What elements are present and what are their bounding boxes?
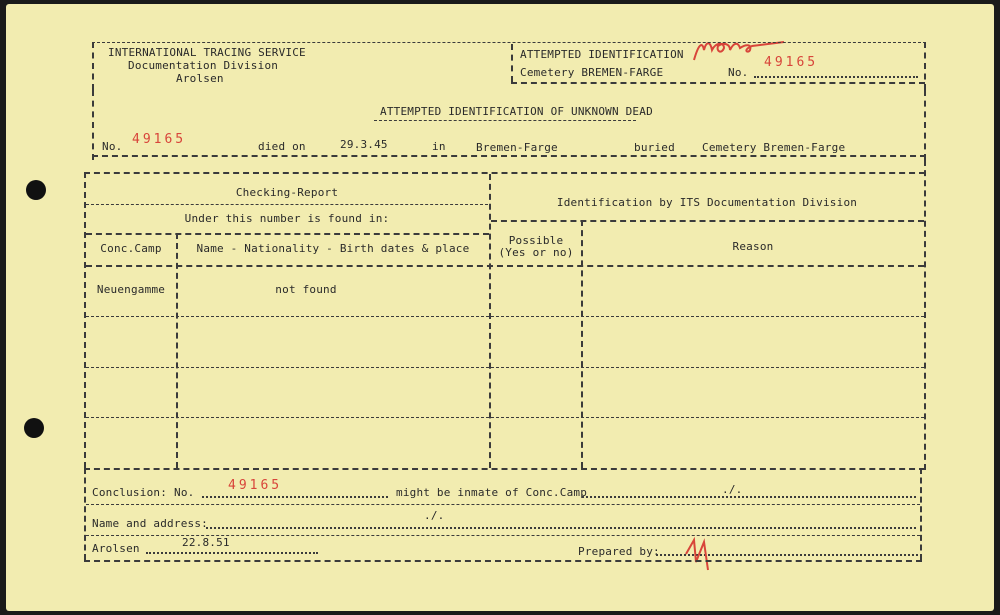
org-name: INTERNATIONAL TRACING SERVICE (108, 46, 306, 59)
document-card (6, 4, 994, 611)
record-in-value: Bremen-Farge (476, 141, 558, 154)
record-no-value: 49165 (132, 132, 187, 147)
org-division: Documentation Division (128, 59, 279, 72)
record-buried-label: buried (634, 141, 675, 154)
col-divider-possible (581, 220, 583, 468)
checking-header-rule (86, 233, 489, 235)
conclusion-rule-1 (86, 504, 920, 505)
row1-camp: Neuengamme (96, 283, 166, 296)
conclusion-inmate-value: ./. (722, 483, 743, 496)
header-left-border (92, 42, 94, 90)
date-dots (146, 552, 318, 554)
name-address-label: Name and address: (92, 517, 208, 530)
header-box-cemetery: Cemetery BREMEN-FARGE (520, 66, 664, 79)
prepared-by-label: Prepared by: (578, 545, 660, 558)
col-divider-camp (176, 233, 178, 468)
header-top-rule (92, 42, 926, 43)
header-box-no-label: No. (728, 66, 749, 79)
date-value: 22.8.51 (182, 536, 230, 549)
row-rule-1 (86, 316, 924, 317)
record-right-border (924, 90, 926, 160)
conclusion-bottom-rule (84, 560, 922, 562)
col-header-possible-1: Possible (508, 234, 564, 247)
record-no-label: No. (102, 140, 123, 153)
place-label: Arolsen (92, 542, 140, 555)
header-box-no-dots (754, 76, 918, 78)
row-rule-2 (86, 367, 924, 368)
conclusion-left-border (84, 468, 86, 560)
punch-hole-bottom (24, 418, 44, 438)
checking-title-rule (86, 204, 488, 205)
identification-header-rule (491, 220, 924, 222)
col-header-possible-2: (Yes or no) (498, 246, 574, 259)
record-left-border (92, 90, 94, 160)
header-box-no-value: 49165 (764, 55, 819, 70)
row1-name: not found (275, 283, 337, 296)
col-header-camp: Conc.Camp (100, 242, 162, 255)
conclusion-label: Conclusion: (92, 486, 168, 499)
conclusion-inmate-label: might be inmate of Conc.Camp (396, 486, 588, 499)
record-in-label: in (432, 140, 446, 153)
table-top-rule (84, 172, 925, 174)
conclusion-no-value: 49165 (228, 478, 283, 493)
conclusion-right-border (920, 468, 922, 560)
form-title: ATTEMPTED IDENTIFICATION OF UNKNOWN DEAD (380, 105, 653, 118)
org-location: Arolsen (176, 72, 224, 85)
form-title-underline (374, 120, 636, 121)
checking-title: Checking-Report (235, 186, 339, 199)
name-address-dots (206, 527, 916, 529)
record-underline (92, 155, 926, 157)
identification-title: Identification by ITS Documentation Division (556, 196, 858, 209)
conclusion-inmate-dots (582, 496, 916, 498)
col-header-name: Name - Nationality - Birth dates & place (196, 242, 470, 255)
handwritten-note-none (690, 32, 790, 64)
table-center-divider (489, 174, 491, 468)
punch-hole-top (26, 180, 46, 200)
col-header-reason: Reason (732, 240, 774, 253)
conclusion-no-label: No. (174, 486, 195, 499)
handwritten-initials (682, 532, 722, 572)
name-address-value: ./. (424, 509, 445, 522)
col-header-bottom-rule (86, 265, 924, 267)
table-right-border (924, 160, 926, 470)
record-died-label: died on (258, 140, 306, 153)
record-buried-value: Cemetery Bremen-Farge (702, 141, 846, 154)
row-rule-3 (86, 417, 924, 418)
header-box-bottom-rule (511, 82, 925, 84)
conclusion-no-dots (202, 496, 388, 498)
header-box-title: ATTEMPTED IDENTIFICATION (520, 48, 684, 61)
table-bottom-rule (84, 468, 925, 470)
header-box-left-border (511, 44, 513, 82)
checking-subtitle: Under this number is found in: (184, 212, 390, 225)
record-died-value: 29.3.45 (340, 138, 388, 151)
